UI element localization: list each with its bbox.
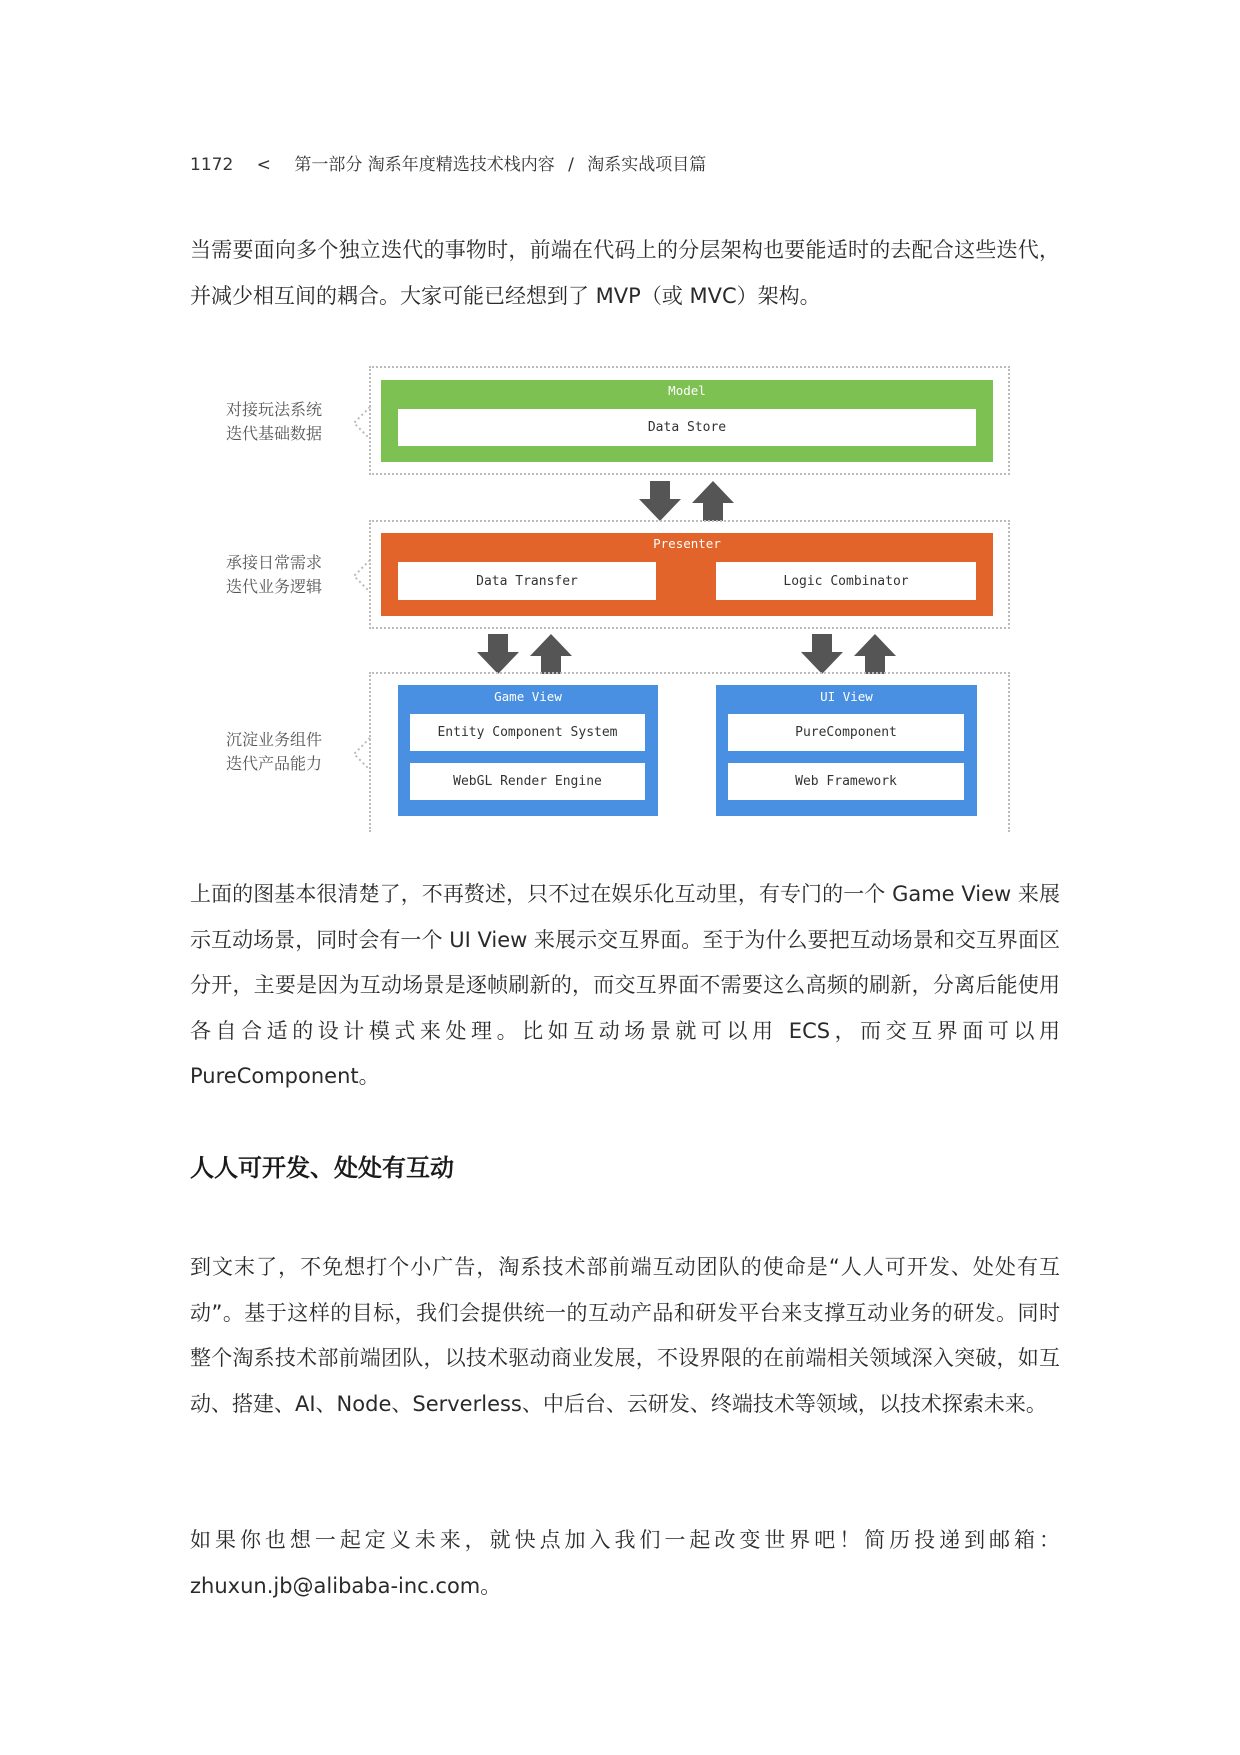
presenter-layer	[381, 533, 993, 616]
pure-component-box: PureComponent	[728, 714, 964, 751]
model-side-label-line-1: 对接玩法系统	[226, 400, 323, 419]
up-arrow-icon	[854, 634, 896, 674]
ui-view-title: UI View	[820, 689, 873, 704]
section-title: 人人可开发、处处有互动	[190, 1154, 454, 1182]
header-slash: /	[568, 155, 574, 175]
down-arrow-icon	[801, 634, 843, 674]
presenter-side-label	[226, 551, 356, 599]
logic-combinator-box: Logic Combinator	[716, 562, 976, 600]
model-title: Model	[668, 383, 706, 398]
view-side-label	[226, 728, 356, 776]
header-chapter: 淘系实战项目篇	[587, 155, 707, 175]
view-side-label-line-1: 沉淀业务组件	[226, 730, 323, 749]
presenter-side-label-line-1: 承接日常需求	[226, 553, 323, 572]
header-part: 第一部分 淘系年度精选技术栈内容	[294, 155, 555, 175]
data-transfer-box: Data Transfer	[398, 562, 656, 600]
presenter-title: Presenter	[653, 536, 721, 551]
model-side-label-line-2: 迭代基础数据	[226, 424, 323, 443]
down-arrow-icon	[639, 481, 681, 521]
closing-paragraph: 到文末了，不免想打个小广告，淘系技术部前端互动团队的使命是“人人可开发、处处有互动”。基于这样的目标，我们会提供统一的互动产品和研发平台来支撑互动业务的研发。同时整个淘系技术部前端团队，以技术驱动商业发展，不设界限的在前端相关领域深入突破，如互动、搭建、AI、Node、Serverless、中后台、云研发、终端技术等领域，以技术探索未来。	[190, 1255, 1060, 1416]
diagram-explanation-paragraph: 上面的图基本很清楚了，不再赘述，只不过在娱乐化互动里，有专门的一个 Game View 来展示互动场景，同时会有一个 UI View 来展示交互界面。至于为什么要把互动场景和交互界面区分开，主要是因为互动场景是逐帧刷新的，而交互界面不需要这么高频的刷新，分离后能使用各自合适的设计模式来处理。比如互动场景就可以用 ECS，而交互界面可以用 PureComponent。	[190, 882, 1060, 1088]
page-number: 1172	[190, 155, 234, 175]
game-view-layer	[398, 685, 658, 816]
model-side-label	[226, 398, 356, 446]
webgl-render-engine-box: WebGL Render Engine	[410, 763, 645, 800]
game-view-title: Game View	[494, 689, 562, 704]
ui-view-layer	[716, 685, 977, 816]
web-framework-box: Web Framework	[728, 763, 964, 800]
up-arrow-icon	[530, 634, 572, 674]
recruitment-paragraph: 如果你也想一起定义未来，就快点加入我们一起改变世界吧！简历投递到邮箱：zhuxun.jb@alibaba-inc.com。	[190, 1528, 1060, 1598]
down-arrow-icon	[477, 634, 519, 674]
up-arrow-icon	[692, 481, 734, 521]
model-layer	[381, 380, 993, 462]
view-side-label-line-2: 迭代产品能力	[226, 754, 323, 773]
presenter-side-label-line-2: 迭代业务逻辑	[226, 577, 323, 596]
intro-paragraph: 当需要面向多个独立迭代的事物时，前端在代码上的分层架构也要能适时的去配合这些迭代，并减少相互间的耦合。大家可能已经想到了 MVP（或 MVC）架构。	[190, 238, 1060, 308]
running-header	[190, 150, 706, 175]
header-separator: <	[256, 155, 271, 175]
entity-component-system-box: Entity Component System	[410, 714, 645, 751]
data-store-box: Data Store	[398, 409, 976, 446]
